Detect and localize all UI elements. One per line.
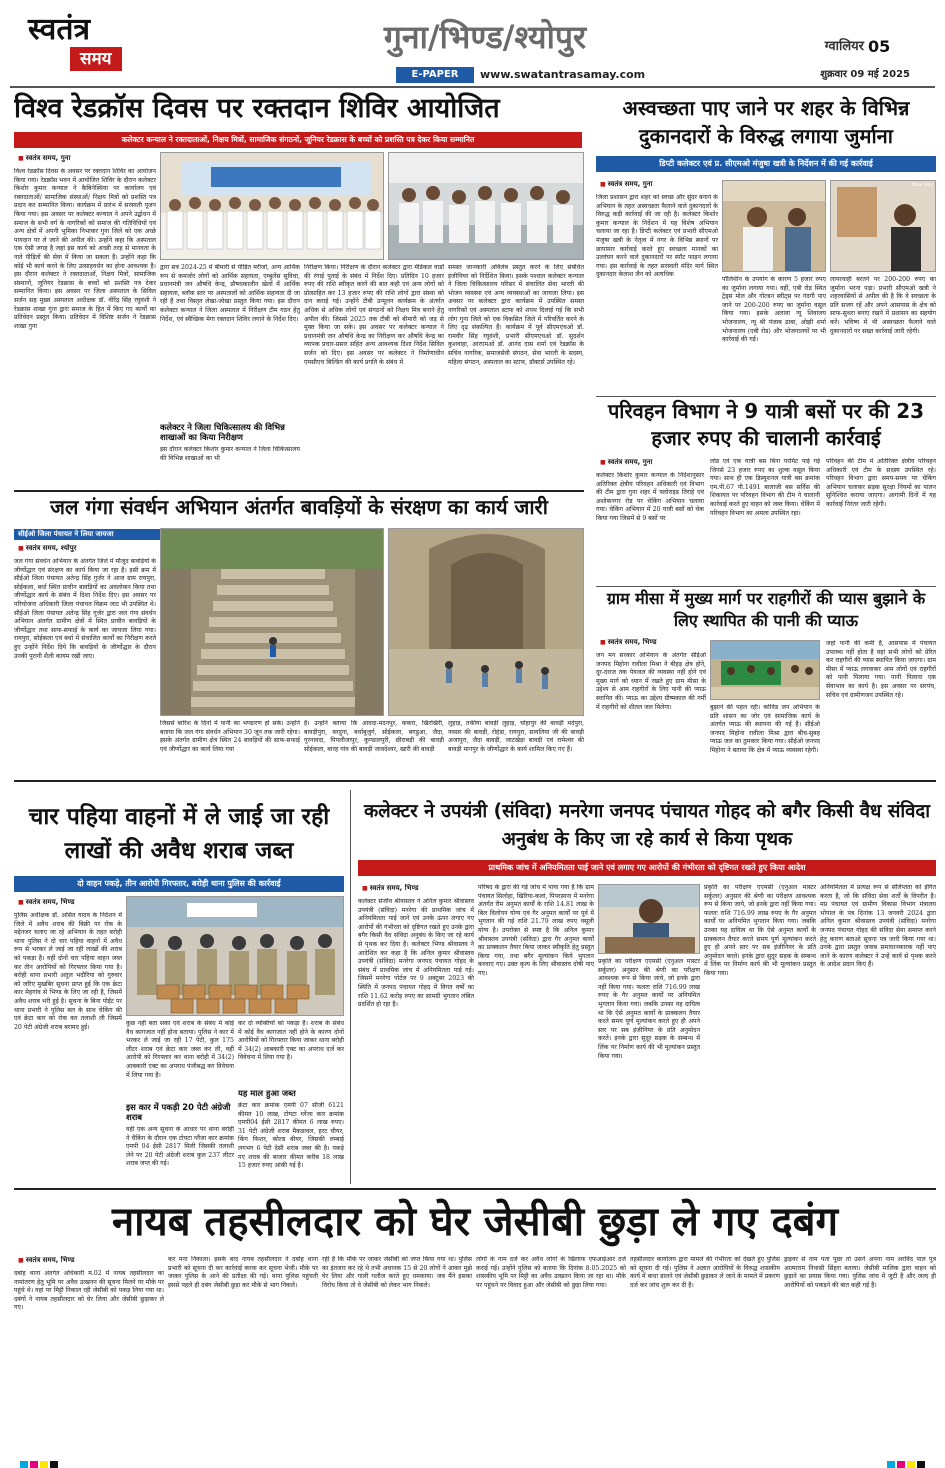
story7-col2: परिषद के द्वारा की गई जांच में पाया गया है कि ग्राम पंचायत सिलोहा, खिरिया-कलां, पिपरसाना में मनरेगा अंतर्गत रीम अनुमत कार्यों के राशि 14.81 लाख के बिल विलोपन योग्य एवं गैर अनुमत कार्यों पर पूर्व में भुगतान की गई राशि 21.79 लाख रुपए वसूली योग्य है। उपरोक्त से स्पष्ट है कि अनिल कुमार श्रीवास्तव उपयंत्री (संविदा) द्वारा गैर अनुमत कार्यों का प्राक्कलन तैयार किया जाकर स्वीकृति हेतु प्रस्तुत किया गया, तथा बगैर मूल्यांकन किये भुगतान करवाए गए। उक्त कृत्य के लिए श्रीवास्तव दोषी पाए गए। <box>478 884 594 977</box>
story3-col1: कलेक्टर किशोर कुमार कन्याल के निर्देशानुसार अतिरिक्त क्षेत्रीय परिवहन अधिकारी एवं विभाग की टीम द्वारा गुना शहर में फ्लोराइड तिराहे एवं अशोकनगर रोड पर चेकिंग अभियान चलाया गया। चेकिंग अभियान में 20 यात्री बसों को चेक किया गया जिसमें से 9 बसों पर <box>596 472 704 522</box>
story6-col1: पुलिस अधीक्षक डॉ. असित यादव के निर्देशन में जिले में अवैध शराब की बिक्री पर रोक के मद्देनजर चलाए जा रहे अभियान के तहत बरोही थाना पुलिस ने दो चार पहिया वाहनों में अवैध रूप से भरकर ले जाई जा रही लाखों की शराब को पकड़ा है। वहीं दोनों चार पहिया वाहन जब्त कर तीन आरोपियों को गिरफ्तार किया गया है। बरोही थाना प्रभारी अतुल भदौरिया को गुरुवार को जरिए मुखबिर सूचना प्राप्त हुई कि एक क्रेटा कार मेहगांव से भिण्ड के लिए जा रही है, जिसमें अवैध शराब भरी हुई है। सूचना के बिना पोईंट पर थाना प्रभारी ने पुलिस बल के साथ चेकिंग की एवं क्रेटा कार को रोक कर तलाशी ली जिसमें 20 पेटी अंग्रेजी शराब बरामद हुई। <box>14 912 122 1031</box>
story6-deck: दो वाहन पकड़े, तीन आरोपी गिरफ्तार, बरोही थाना पुलिस की कार्रवाई <box>14 876 344 892</box>
story7-col4: अनियमितता में प्रत्यक्ष रूप से संलिप्तता को इंगित करता है, जो कि संविदा सेवा शर्तों के विपरीत है। मप्र पंचायत एवं ग्रामीण विकास विभाग मंत्रालय भोपाल के पत्र दिनांक 13 जनवरी 2024 द्वारा अनिल कुमार श्रीवास्तव उपयंत्री (संविदा) मनरेगा जनपद पंचायत गोहद की संविदा सेवा समाप्त करने हेतु कारण बताओ सूचना पत्र जारी किया गया था। उनके द्वारा प्रस्तुत जवाब समाधानकारक नहीं पाए जाने के कारण कलेक्टर ने उन्हें कार्य से पृथक करने के आदेश प्रदान किए हैं। <box>820 884 936 969</box>
divider-story2-story3 <box>596 396 936 397</box>
story2-col1: जिला प्रशासन द्वारा शहर को स्वच्छ और सुंदर बनाने के अभियान के तहत अस्वच्छता फैलाने वाले दुकानदारों के विरुद्ध कड़ी कार्रवाई की जा रही है। कलेक्टर किशोर कुमार कन्याल के निर्देशन में यह विशेष अभियान चलाया जा रहा है। डिप्टी कलेक्टर एवं प्रभारी सीएमओ मंजुषा खत्री के नेतृत्व में नगर के विभिन्न स्थानों पर छापामार कार्रवाई करते हुए स्वच्छता मानकों का उल्लंघन करने वाले दुकानदारों पर स्पॉट फाइन लगाया गया। इस कार्रवाई के तहत सरस्वती मंदिर मार्ग स्थित दुकानदार केलाश जैन को अत्यधिक <box>596 194 718 279</box>
story2-col2: पॉलिथीन के उपयोग के कारण 5 हजार रुपए का जुर्माना लगाया गया। वहीं, एबी रोड स्थित ट्रेड्स मोल और गोल्डन स्वीट्स पर गंदगी पाए जाने पर 200-200 रुपए का जुर्माना वसूल किया गया। इसके अलावा न्यू शिवालय भोजनालय, न्यू श्री पंजाब ढाबा, ओझी शर्मा भोजनालय (एबी रोड) और भोजनालयों पर भी कार्रवाई की गई। <box>722 276 826 344</box>
story8-col4: लोगों के नाम दर्ज कर अवैध लोगों के खिलाफ एफआईआर दर्ज कराई गई। उन्होंने पुलिस को बताया कि दिनांक 8.05.2025 को शासकीय भूमि पर मिट्टी का अवैध उत्खनन किया जा रहा था। मौके पर पहुंचने पर विवाद हुआ और जेसीबी को छुड़ा लिया गया। <box>476 1256 626 1289</box>
story6-byline: ■ स्वतंत्र समय, भिण्ड <box>18 898 158 908</box>
registration-marks <box>0 1456 945 1468</box>
story1-photo-right <box>388 152 584 260</box>
story5-col2: बुझाने की पहल रही। कोविड जन अभियान के प्रति शासन का जोर एवं सामाजिक कार्य के अंतर्गत प्याऊ की स्थापना की गई है। सीईओ जनपद मिहोना रावीला मिश्रा द्वारा बीच-सुबह प्याऊ जल का ठुमकार किया गया। सीईओ जनपद मिहोना ने बताया कि क्षेत्र में प्याऊ व्यवस्था रहेगी। <box>710 704 820 754</box>
masthead-city: ग्वालियर <box>824 39 864 54</box>
story7-col3: प्रकृति का परीक्षण एएमसी (एनुअल मास्टर सर्कुलर) अनुसार की श्रेणी का परीक्षण आवश्यक रूप से किया जाये, जो इनके द्वारा नहीं किया गया। फलतः राशि 716.99 लाख रुपए के गैर अनुमत कार्यों पर अनियमित भुगतान किया गया। जबकि उनका यह दायित्व था कि ऐसे अनुमत कार्यों के प्राक्कलन तैयार करते समय पूर्ण मूल्यांकन करते हुए ही अपने स्तर पर सब इंजीनियर के प्रति अनुमोदन करते। इनके द्वारा सुदूर सड़क के सम्बन्ध में लिंक पर निर्माण कार्य की भी मूल्यांकन प्रस्तुत किया गया। <box>598 958 700 1060</box>
story5-headline: ग्राम मीसा में मुख्य मार्ग पर राहगीरों की प्यास बुझाने के लिए स्थापित की पानी की प्याऊ <box>606 589 926 630</box>
story6-col3b: क्रेटा कार क्रमांक एमपी 07 सीजी 6121 कीमत 10 लाख, टोयटा ग्लेंजा कार क्रमांक एमपी04 ईसी 2817 कीमत 6 लाख रुपए। 31 पेटी अंग्रेजी शराब मैकडावल, हरट चीयर, किंग फिशर, कोल्ड बीयर, जिसकी लम्बाई लगभग 6 पेटी देसी शराब जब्त की है। पकड़े गए शराब की बाजार कीमत करीब 18 लाख 15 हजार रुपए आंकी गई है। <box>238 1102 344 1170</box>
story7-deck: प्राथमिक जांच में अनियमितता पाई जाने एवं लगाए गए आरोपों की गंभीरता को दृष्टिगत रखते हुए किया आदेश <box>358 860 936 876</box>
section-title: गुना/भिण्ड/श्योपुर <box>383 18 587 56</box>
story4-tag: सीईओ जिला पंचायत ने लिया जायजा <box>14 529 160 540</box>
story1-col2: द्वारा सत्र 2024-25 में बीमारी से पीड़ित मरीजों, अन्य आर्थिक रूप से कमजोर लोगों को आर्थिक सहायता, एम्बुलेंस सुविधा, प्रधानमंत्री जन औषधि केन्द्र, प्रौषधकालीन खेलों में आर्थिक सहायता, ब्लॉक स्तर पर अस्पतालों को आर्थिक सहायता दी जा रही है तथा विस्तृत लेखा-जोखा प्रस्तुत किया गया। इस दौरान कलेक्टर कन्याल ने जिला अस्पताल में निरीक्षण टीम गठन हेतु निर्देश, एवं स्वैच्छिक मेगा रक्तदान शिविर लगाने के निर्देश दिए। <box>160 264 300 323</box>
logo <box>28 14 156 78</box>
story3-headline: परिवहन विभाग ने 9 यात्री बसों पर की 23 हजार रुपए की चालानी कार्रवाई <box>607 399 925 450</box>
masthead <box>0 0 945 88</box>
logo-bottom: समय <box>70 47 122 71</box>
divider-row2-row3 <box>14 780 936 782</box>
story3-col3: परिवहन की टीम में अतिरिक्त क्षेत्रीय परिवहन अधिकारी एवं टीम के सदस्य उपस्थित रहे। परिवहन विभाग द्वारा समय-समय पर चेकिंग अभियान चलाकर सड़क सुरक्षा नियमों का पालन सुनिश्चित कराया जाएगा। आगामी दिनों में यह कार्रवाई निरंतर जारी रहेगी। <box>826 458 936 508</box>
story8-col1: दबोह थाना अंतर्गत अधिकारी म.02 में नायब तहसीलदार का नामांतरण हेतु भूमि पर अवैध उत्खनन की सूचना मिलने पर मौके पर पहुंचे थे। वहां पर मिट्टी निकाल रही जेसीबी को पकड़ लिया गया था। दबंगों ने नायब तहसीलदार को घेर लिया और जेसीबी छुड़ाकर ले गए। <box>14 1270 164 1312</box>
story6-photo <box>126 896 344 1016</box>
story4-col4: लुहाड़, तकीया बावड़ी लुहाड़, चोहापुर की बावड़ी मदेपुरा, नवसर की बावड़ी, रोहंडा, रायपुरा, सावलिया जी की बावड़ी अजापुरा, जैदा बावड़ी, जाटखेड़ा बावड़ी एवं रामेश्वर की बावड़ी मानपुर के जीर्णोद्धार के कार्य शामिल किए गए हैं। <box>448 720 584 753</box>
masthead-rule <box>10 86 935 88</box>
story2-photo-1 <box>722 180 826 272</box>
story4-col1: जल गंगा संवर्धन अभियान के अंतर्गत जिले में मौजूद बावड़ियों के जीर्णोद्धार एवं संरक्षण का कार्य किया जा रहा है। इसी क्रम में सीईओ जिला पंचायत अतेन्द्र सिंह गुर्जर ने आज ग्राम रायपुरा, सोईकला, बर्धा स्थित प्राचीन बावड़ियों का अवलोकन किया तथा जीर्णोद्धार कार्य के संबंध में दिशा निर्देश दिए। इस अवसर पर परियोजना अधिकारी जिला पंचायत विक्रम जाट भी उपस्थित थे। सीईओ जिला पंचायत अतेन्द्र सिंह गुर्जर द्वारा जल गंगा संवर्धन अभियान अंतर्गत ग्रामीण क्षेत्रों में स्थित प्राचीन बावड़ियों के जीर्णोद्धार तथा साफ-सफाई के कार्य का जायजा लिया गया। रायपुरा, सोईकला एवं बर्धा में संचालित कार्यों का निरीक्षण करते हुए उन्होंने निर्देश दिये कि बावड़ियों के जीर्णोद्धार के दौरान उनकी पुरानी शैली कायम रखी जाए। <box>14 558 156 660</box>
story5-photo <box>710 640 820 700</box>
story7-headline: कलेक्टर ने उपयंत्री (संविदा) मनरेगा जनपद पंचायत गोहद को बगैर किसी वैध संविदा अनुबंध के किए जा रहे कार्य से किया पृथक <box>363 801 931 850</box>
story4-col2: जिससे बारिश के दिनों में पानी का भण्डारण हो सके। उन्होंने बताया कि जल गंगा संवर्धन अभियान 30 जून तक जारी रहेगा। इसके अंतर्गत ग्रामीण क्षेत्र स्थित 24 बावड़ियों की साफ-सफाई एवं जीर्णोद्धार का कार्य लिया गया <box>160 720 300 753</box>
story5-col1: जन मन सरकार अभियान के अंतर्गत सीईओ जनपद मिहोना रावीला मिश्रा ने बीहड़ क्षेत्र होने, दूर-दराज तक पेयजल की व्यवस्था नहीं होने एवं मुख्य मार्ग को ध्यान में रखते हुए ग्राम मीसा के उद्देश्य से आम राहगीरों के लिए पानी की प्याऊ स्थापित की। प्याऊ का उद्देश्य ग्रीष्मकाल की गर्मी में राहगीरों को शीतल जल मिलेगा। <box>596 652 706 711</box>
story8-col6: ड्राइवर से नाम पता पूछा तो उसने अपना नाम अरविंद पाल पुत्र आत्माराम निवासी सिंहरा बताया। जेसीबी मालिक द्वारा वाहन को छुड़ाने का प्रयास किया गया। पुलिस जांच में जुटी है और जल्द ही आरोपियों को पकड़ने की बात कही गई है। <box>784 1256 936 1289</box>
story1-photo-left <box>160 152 384 260</box>
divider-story6-story7 <box>350 790 351 1184</box>
story6-headline: चार पहिया वाहनों में ले जाई जा रही लाखों की अवैध शराब जब्त <box>28 804 330 864</box>
story2-photo-credit: Dhar Day <box>911 183 933 188</box>
story7-col1: कलेक्टर संजीव श्रीवास्तव ने अनिल कुमार श्रीवास्तव उपयंत्री (संविदा) मनरेगा की प्राथमिक जांच में अनियमितता पाई जाने एवं उनके ऊपर लगाए गए आरोपों की गंभीरता को दृष्टिगत रखते हुए उनके द्वारा बगैर किसी वैध संविदा अनुबंध के किए जा रहे कार्य से पृथक कर दिया है। कलेक्टर भिण्ड श्रीवास्तव ने आदेशित कर कहा है कि अनिल कुमार श्रीवास्तव उपयंत्री (संविदा) मनरेगा जनपद पंचायत गोहद के संबंध में प्राथमिक जांच में अनियमितता पाई गई। जिसमें मनरेगा पोर्टल पर 9 अक्टूबर 2023 की स्थिति में जनपद पंचायत गोहद में विगत वर्षों का राशि 11.62 करोड़ रुपए का सामग्री भुगतान लंबित प्रदर्शित हो रहा है। <box>358 898 474 1009</box>
site-url: www.swatantrasamay.com <box>480 68 646 81</box>
story4-col3: है। उन्होंने बताया कि आवदा-मदनपुर, ककरा, खिरखिरी, बावड़ीपुरा, बरदुना, बर्धाबुजुर्ग, सोईकला, बगडुआ, जैदा, गुरनावदा, पिपलीजापुर, कुण्डालपुरी, छीराबड़ी की बावड़ी सोईकला, बारह गांव की बावड़ी जावदेश्वर, खारी की बावड़ी <box>304 720 444 753</box>
story8-byline: ■ स्वतंत्र समय, भिण्ड <box>18 1256 158 1266</box>
story6-col2b: वहीं एक अन्य सूचना के आधार पर थाना बरोही ने चैकिंग के दौरान एक टोयटा ग्लैंजा कार क्रमांक एमपी 04 ईसी 2817 मिली जिसकी तलाशी लेने पर 20 पेटी अंग्रेजी शराब कुल 237 लीटर शराब जप्त की गई। <box>126 1126 234 1168</box>
story4-photo-stepwell-right <box>388 528 584 716</box>
story1-col1: विश्व रेडक्रॉस दिवस के अवसर पर रक्तदान शिविर का आयोजन किया गया। रेडक्रॉस भवन में आयोजित शिविर के दौरान कलेक्टर किशोर कुमार कन्याल ने कैबिनेस्थिया पर कार्यालय एवं रक्तदाताओं/ सामाजिक संस्थाओं/ निक्षय मित्रों को प्रशस्ति पत्र प्रदान कर सम्मानित किया। कार्यक्रम में प्रारंभ में सरस्वती पूजन किया गया। इस अवसर पर कलेक्टर कन्याल ने अपने उद्बोधन में समाज के सभी वर्ग के नागरिकों को समाज की गतिविधियों एवं अन्य क्षेत्रों में अपनी भूमिका निभाकर गुना जिले को एक अच्छे पायदान पर ले जाने की अपील की। उन्होंने कहा कि अस्पताल एक ऐसी जगह है जहां इस कार्य को अच्छी तरह से मानवता के नाते पीड़ितों की सेवा में किया जा सकता है। उन्होंने कहा कि कोई भी कार्य करने के लिए उत्साहवर्धन का होना आवश्यक है। इस दौरान कलेक्टर ने रक्तदाताओं, निक्षय मित्रों, सामाजिक संस्थानों, जूनियर रेडक्रास के बच्चों को प्रशस्ति पत्र देकर सम्मानित किया। इस अवसर पर जिला अस्पताल के सिविल सर्जन सह मुख्य अस्पताल अधीक्षक डॉ. वीरेंद्र सिंह रघुवंशी ने रेडक्रास शाखा गुना द्वारा समाज के हित में किए गए कार्यों का प्रतिवेदन प्रस्तुत किया। प्रतिवेदन में विशिष्ट सर्जन ने रेडक्रास शाखा गुना <box>14 168 156 330</box>
story7-col3-top: प्रकृति का परीक्षण एएमसी (एनुअल मास्टर सर्कुलर) अनुसार की श्रेणी का परीक्षण आवश्यक रूप से किया जाये, जो इनके द्वारा नहीं किया गया। फलतः राशि 716.99 लाख रुपए के गैर अनुमत कार्यों पर अनियमित भुगतान किया गया। जबकि उनका यह दायित्व था कि ऐसे अनुमत कार्यों के प्राक्कलन तैयार करते समय पूर्ण मूल्यांकन करते हुए ही अपने स्तर पर सब इंजीनियर के प्रति अनुमोदन करते। इनके द्वारा सुदूर सड़क के सम्बन्ध में लिंक पर निर्माण कार्य की भी मूल्यांकन प्रस्तुत किया गया। <box>704 884 816 977</box>
divider-story3-story5 <box>596 586 936 587</box>
story8-col2: कर मना निकाला। इसके बाद नायब तहसीलदार ने दबोह थाना प्रभारी को सूचना दी कर कार्रवाई करवा कर सूचना भेजी। मौके पर जाकर पुलिस के आने की प्रतीक्षा की गई। थाना पुलिस पहुंचती इससे पहले ही दबंग जेसीबी छुड़ा कर मौके से भाग निकले। <box>168 1256 318 1289</box>
masthead-date: शुक्रवार 09 मई 2025 <box>820 69 910 80</box>
story1-col3: निरीक्षण किया। निरीक्षण के दौरान कलेक्टर द्वारा मेडिकल वार्डों की रंगाई पुताई के संबंध में निर्देश दिए। प्रतिदिन 10 हजार रुपए की राशि स्वीकृत करने की बात कही एवं अन्य लोगों को प्रोत्साहित कर 13 हजार रुपए की राशि लोगों द्वारा संस्था को दान कराई गई। उन्होंने टीबी उन्मूलन कार्यक्रम के अंतर्गत अधिक से अधिक लोगों एवं संगठनों को निक्षय मित्र बनाने हेतु अपील की। जिससे 2025 तक टीबी को बीमारी को जड़ से मुक्त किया जा सके। इस अवसर पर कलेक्टर कन्याल ने प्रधानमंत्री जन औषधि केन्द्र का निरीक्षण कर औषधि केन्द्र का व्यापक प्रचार-प्रसार सहित अन्य आवश्यक दिशा निर्देश सिविल सर्जन को दिए। इस अवसर पर कलेक्टर ने निर्माणाधीन एमसीएच बिल्डिंग की कार्य प्रगति के संबंध में <box>304 264 444 366</box>
story6-col2: कुछ नहीं बता सका एवं शराब के संबंध में कोई वैध कागजात नहीं होना बताया। पुलिस ने कार में भरकर ले जाई जा रही 17 पेटी, कुल 175 लीटर शराब एवं क्रेटा कार जब्त कर ली, वहीं आरोपी को गिरफ्तार कर थाना बरोही में 34(2) आबकारी एक्ट का अपराध पंजीबद्ध कर विवेचना में लिया गया है। <box>126 1020 234 1079</box>
story5-byline: ■ स्वतंत्र समय, भिण्ड <box>600 638 740 648</box>
story8-col3: रही है कि मौके पर जाकर जेसीबी को जप्त किया गया था। पुलिस का इंतजार कर रहे थे तभी अचानक 15 से 20 लोगों ने आकर मुझे घेर लिया और गाली गलौज करते हुए धमकाया। जब मैंने इसका विरोध किया तो वे जेसीबी को लेकर भाग निकले। <box>322 1256 472 1289</box>
story7-photo <box>598 884 700 954</box>
story6-subhead: इस कार में पकड़ी 20 पेटी अंग्रेजी शराब <box>126 1102 231 1122</box>
story3-byline: ■ स्वतंत्र समय, गुना <box>600 458 740 468</box>
story4-byline: ■ स्वतंत्र समय, श्योपुर <box>18 544 158 554</box>
story2-col3: लापरवाही बरतने पर 200-200 रुपए का जुर्माना भरना पड़ा। प्रभारी सीएमओ खत्री ने शहरवासियों से अपील की है कि वे स्वच्छता के प्रति सजग रहें और अपने आसपास के क्षेत्र को साफ-सुथरा बनाए रखने में प्रशासन का सहयोग करें। भविष्य में भी अस्वच्छता फैलाने वाले दुकानदारों पर सख्त कार्रवाई जारी रहेगी। <box>830 276 936 335</box>
page-number: 05 <box>868 37 891 56</box>
story6-subhead2: यह माल हुआ जब्त <box>238 1088 296 1098</box>
story2-deck: डिप्टी कलेक्टर एवं प्र. सीएमओ मंजुषा खत्री के निर्देशन में की गई कार्रवाई <box>596 156 936 172</box>
story8-headline: नायब तहसीलदार को घेर जेसीबी छुड़ा ले गए दबंग <box>111 1199 839 1245</box>
story1-byline: ■ स्वतंत्र समय, गुना <box>18 154 158 164</box>
story3-col2: लोड एवं एक यात्री बस बिना परमिट पाई गई जिनसे 23 हजार रुपए का शुल्क वसूल किया गया। साथ ही एक डिस्यूशनल यात्री बस क्रमांक एम.पी.67 पी.1491 बालाजी बस सर्विस की शिकायत पर परिवहन विभाग की टीम ने चालानी कार्रवाई करते हुए वाहन को जब्त किया। चेकिंग में परिवहन विभाग का अमला उपस्थित रहा। <box>710 458 820 517</box>
story2-photo-2 <box>830 180 936 272</box>
story1-col4: समस्त जानकारी अविलंब प्रस्तुत करने के लिए संबंधित इंजीनियर को निर्देशित किया। इसके पश्चात कलेक्टर कन्याल ने जिला चिकित्सालय परिसर में संचालित सेवा भारती की भोजन व्यवस्था एवं अन्य व्यवस्थाओं का जायजा लिया। इस अवसर पर कलेक्टर द्वारा कार्यक्रम में उपस्थित समस्त नागरिकों एवं अस्पताल स्टाफ को शपथ दिलाई गई कि सभी लोग गुना जिले को एक विकसित जिले में परिवर्तित करने के लिए दृढ़ संकल्पित हैं। कार्यक्रम में पूर्व सीएमएचओ डॉ. रामवीर सिंह रघुवंशी, प्रभारी सीएमएचओ डॉ. सुदर्शन कुशवाहा, आरएमओ डॉ. आनंद दास शर्मा एवं रेडक्रॉस के सचिव नागरिक, समाजसेवी संगठन, सेवा भारती के सदस्य, महिला संगठन, अस्पताल का स्टाफ, डॉक्टर्स उपस्थित रहे। <box>448 264 584 366</box>
story4-headline: जल गंगा संवर्धन अभियान अंतर्गत बावड़ियों के संरक्षण का कार्य जारी <box>50 495 548 519</box>
story1-deck: कलेक्टर कन्याल ने रक्तदाताओं, निक्षय मित्रों, सामाजिक संगठनों, जूनियर रेडक्रास के बच्चों को प्रशस्ति पत्र देकर किया सम्मानित <box>14 132 582 148</box>
story8-col5: तहसीलदार कार्यालय द्वारा मामले की गंभीरता को देखते हुए पुलिस को सूचना दी गई। पुलिस ने अज्ञात आरोपियों के विरुद्ध शासकीय कार्य में बाधा डालने एवं जेसीबी छुड़ाकर ले जाने के मामले में प्रकरण दर्ज कर जांच शुरू कर दी है। <box>630 1256 780 1289</box>
story6-col3: कर दो व्यक्तियों को पकड़ा है। शराब के संबंध में कोई वैध कागजात नहीं होने के कारण दोनों आरोपियों को गिरफ्तार किया जाकर थाना बरोही में 34(2) आबकारी एक्ट का अपराध दर्ज कर विवेचना में लिया गया है। <box>238 1020 344 1062</box>
divider-row3-row4 <box>14 1188 936 1190</box>
story4-photo-stepwell-left <box>160 528 384 716</box>
story1-subhead: कलेक्टर ने जिला चिकित्सालय की विभिन्न शाखाओं का किया निरीक्षण <box>160 422 285 442</box>
logo-top: स्वतंत्र <box>28 12 91 47</box>
story2-byline: ■ स्वतंत्र समय, गुना <box>600 180 740 190</box>
story1-col2b: इस दौरान कलेक्टर किशोर कुमार कन्याल ने जिला चिकित्सालय की विभिन्न शाखाओं का भी <box>160 446 300 462</box>
story7-byline: ■ स्वतंत्र समय, भिण्ड <box>362 884 502 894</box>
epaper-badge: E-PAPER <box>396 67 474 83</box>
story1-headline: विश्व रेडक्रॉस दिवस पर रक्तदान शिविर आयोजित <box>14 93 500 124</box>
story5-col3: जहां पानी की कमी है, आसपास में पंचायत उपलब्ध नहीं होता है वहां सभी लोगों को प्रेरित कर राहगीरों की प्यास स्थापित किया जाएगा। ग्राम मीसा में प्याऊ लगवाकर आम लोगों एवं राहगीरों को पानी पिलाया गया। पानी पिलाना एक सेवाभाव का कार्य है। इस अवसर पर सरपंच, सचिव एवं ग्रामीणजन उपस्थित रहे। <box>826 640 936 699</box>
story2-headline: अस्वच्छता पाए जाने पर शहर के विभिन्न दुकानदारों के विरुद्ध लगाया जुर्माना <box>622 96 910 148</box>
